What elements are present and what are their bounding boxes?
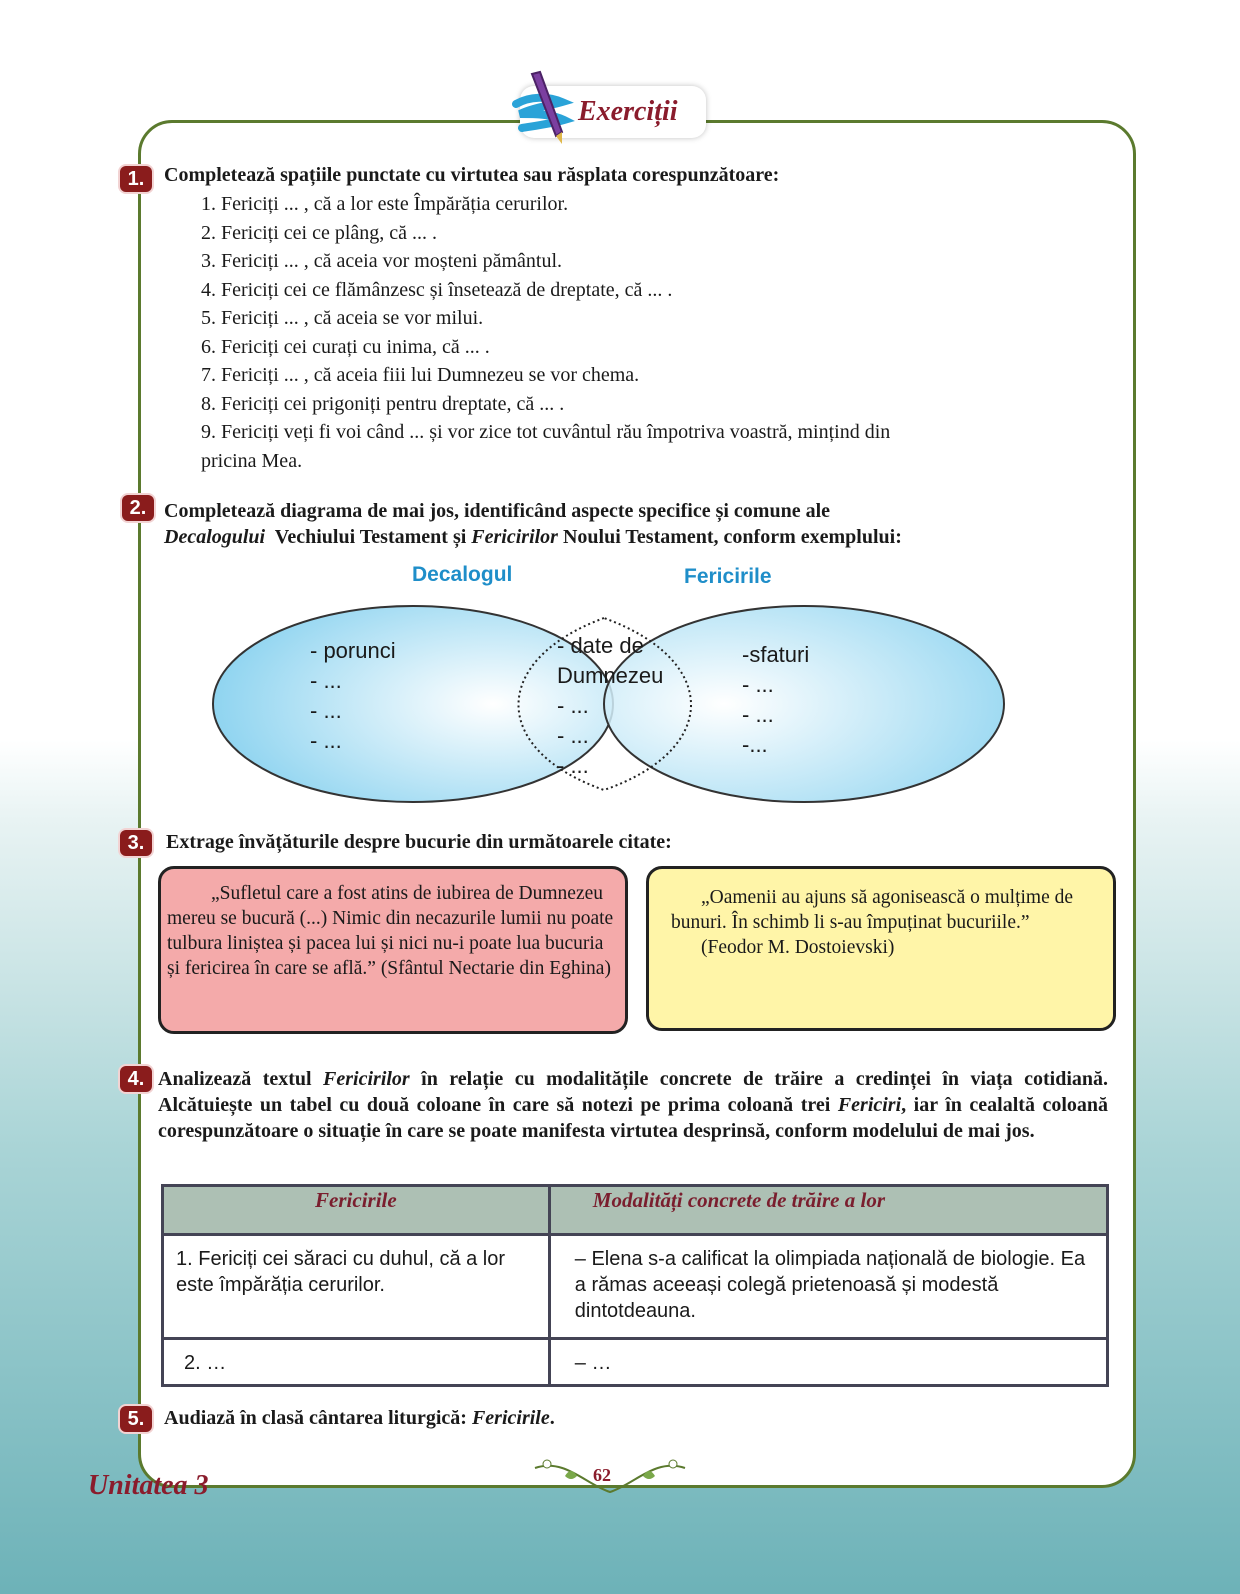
list-item: 2. Fericiți cei ce plâng, că ... . [201, 221, 438, 244]
list-item: 5. Fericiți ... , că aceia se vor milui. [201, 307, 484, 329]
venn-right-text: -sfaturi - ... - ... -... [742, 642, 810, 757]
virtues-table [161, 1184, 1109, 1387]
list-item: 4. Fericiți cei ce flămânzesc și însetează de dreptate, că ... . [201, 278, 673, 301]
list-item: pricina Mea. [201, 449, 303, 472]
list-item: 7. Fericiți ... , că aceia fiii lui Dumnezeu se vor chema. [201, 364, 640, 386]
page-number: 62 [593, 1465, 611, 1485]
exercise-number-1: 1. [120, 166, 152, 192]
table-cell: – … [549, 1339, 1107, 1386]
exercise-1-list [201, 190, 1061, 475]
venn-left-text: - porunci - ... - ... - ... [310, 638, 396, 753]
exercise-3-prompt: Extrage învățăturile despre bucurie din următoarele citate: [166, 831, 672, 853]
table-row [163, 1235, 1108, 1339]
list-item: 6. Fericiți cei curați cu inima, că ... . [201, 335, 490, 358]
exercises-title: Exerciții [578, 96, 678, 127]
list-item: 3. Fericiți ... , că aceia vor moșteni pământul. [201, 250, 562, 272]
quote-box-dostoievski [646, 866, 1116, 1031]
quote-author: (Feodor M. Dostoievski) [701, 937, 895, 958]
venn-right-title: Fericirile [684, 565, 772, 588]
table-cell: 1. Fericiți cei săraci cu duhul, că a lor este împărăția cerurilor. [163, 1235, 550, 1339]
pen-icon [512, 70, 578, 146]
table-cell: 2. … [163, 1339, 550, 1386]
list-item: 8. Fericiți cei prigoniți pentru dreptate, că ... . [201, 392, 565, 415]
unit-label: Unitatea 3 [88, 1470, 209, 1501]
venn-center-text: - date de Dumnezeu - ... - ... - ... [557, 633, 664, 778]
quote-text: „Oamenii au ajuns să agonisească o mulțime de bunuri. În schimb li s-au împuținat bucuriile.” [671, 887, 1074, 933]
venn-left-title: Decalogul [412, 563, 513, 586]
table-cell: – Elena s-a calificat la olimpiada națională de biologie. Ea a rămas aceeași colegă prietenoasă și modestă dintotdeauna. [549, 1235, 1107, 1339]
quote-box-nectarie [158, 866, 628, 1034]
list-item: 1. Fericiți ... , că a lor este Împărăția cerurilor. [201, 193, 569, 215]
venn-left-ellipse [213, 606, 613, 802]
table-header-fericirile: Fericirile [163, 1186, 550, 1235]
list-item: 9. Fericiți veți fi voi când ... și vor zice tot cuvântul rău împotriva voastră, mințind din [201, 421, 891, 443]
table-header-row [163, 1186, 1108, 1235]
exercise-4-prompt: Analizează textul Fericirilor în relație cu modalitățile concrete de trăire a credinței în viața cotidiană. Alcătuiește un tabel cu două coloane în care să notezi pe prima coloană trei Fericiri, iar în cealaltă coloană corespunzătoare o situație în care se poate manifesta virtutea desprinsă, conform modelului de mai jos. [158, 1068, 1109, 1142]
exercise-number-4: 4. [120, 1066, 152, 1092]
exercise-number-2: 2. [122, 495, 154, 521]
exercise-2-prompt: Completează diagrama de mai jos, identificând aspecte specifice și comune ale Decalogului Vechiului Testament și Fericirilor Noului Testament, conform exemplului: [164, 500, 902, 548]
exercise-number-5: 5. [120, 1406, 152, 1432]
exercises-title-badge [520, 86, 706, 138]
exercise-number-3: 3. [120, 830, 152, 856]
quote-text: „Sufletul care a fost atins de iubirea de Dumnezeu mereu se bucură (...) Nimic din necazurile lumii nu poate tulbura liniștea și pacea lui și nici nu-i poate lua bucuria și fericirea în care se află.” (Sfântul Nectarie din Eghina) [167, 883, 614, 979]
exercise-5-prompt: Audiază în clasă cântarea liturgică: Fericirile. [164, 1407, 555, 1429]
table-header-modalitati: Modalități concrete de trăire a lor [549, 1186, 1107, 1235]
exercise-1-prompt: Completează spațiile punctate cu virtutea sau răsplata corespunzătoare: [164, 164, 780, 186]
table-row [163, 1339, 1108, 1386]
